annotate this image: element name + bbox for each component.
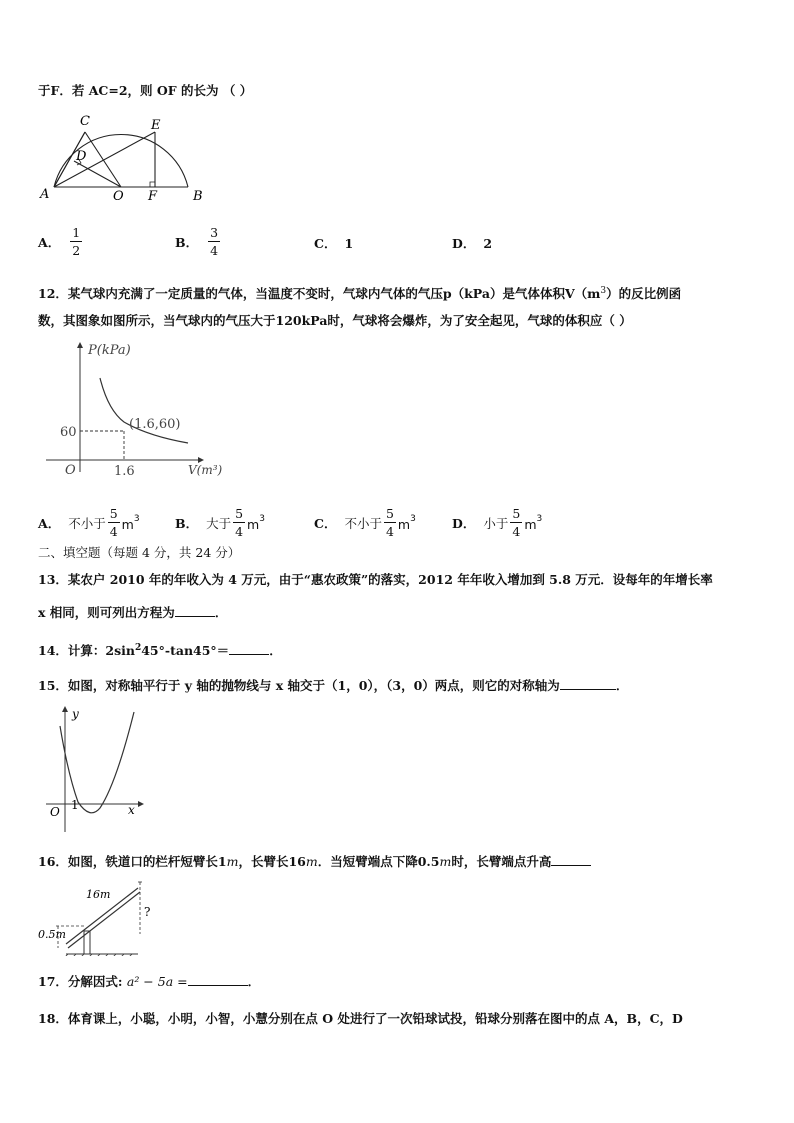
q11-option-d[interactable]: D． 2 [452,235,493,251]
long-arm-label: 16m [86,888,111,901]
q12-option-b[interactable]: B． 大于 $\frac{5}{4}$ $m^3$ [175,506,265,539]
short-drop-label: 0.5m [38,928,66,941]
q15-text: 15．如图，对称轴平行于 y 轴的抛物线与 x 轴交于（1，0），（3，0）两点，则它的对称轴为 ． [38,678,629,693]
fraction: $\frac{5}{4}$ [109,506,118,539]
q12-option-d[interactable]: D． 小于 $\frac{5}{4}$ $m^3$ [452,506,543,539]
label-O: O [113,189,124,204]
x-tick-label: 1.6 [114,464,135,479]
q16-barrier-figure [38,876,168,956]
fraction: $\frac{3}{4}$ [210,225,219,258]
q18-text: 18．体育课上，小聪，小明，小智，小慧分别在点 O 处进行了一次铅球试投，铅球分别落在图中的点 A，B，C，D [38,1011,683,1026]
section-title: 二、填空题（每题 4 分，共 24 分） [38,545,241,560]
fraction: $\frac{5}{4}$ [512,506,521,539]
x-label: x [128,803,135,817]
x-axis-label: V(m³) [188,463,223,477]
q12-line1: 12．某气球内充满了一定质量的气体，当温度不变时，气球内气体的气压p（kPa）是气体体积$V(m^3)$的反比例函 [38,286,682,302]
label-C: C [80,114,90,129]
label-E: E [151,118,161,133]
origin-label: O [50,805,60,819]
q11-option-b[interactable]: B． $\frac{3}{4}$ [175,225,219,258]
y-axis-label: P(kPa) [88,343,131,358]
label-A: A [40,187,50,202]
q11-option-a[interactable]: A． $\frac{1}{2}$ [38,225,81,258]
tick-1: 1 [71,798,79,812]
fraction: $\frac{5}{4}$ [385,506,394,539]
q12-option-c[interactable]: C． 不小于 $\frac{5}{4}$ $m^3$ [314,506,416,539]
q15-parabola-graph [38,704,148,834]
q13-line2: x 相同，则可列出方程为 ． [38,605,228,620]
q11-semicircle-figure [38,112,218,207]
y-label: y [72,707,79,721]
q12-pressure-graph [38,340,258,480]
fraction: $\frac{5}{4}$ [235,506,244,539]
q16-text: 16．如图，铁道口的栏杆短臂长1m，长臂长16m．当短臂端点下降0.5m时，长臂端点升高 [38,853,591,870]
q13-line1: 13．某农户 2010 年的年收入为 4 万元，由于“惠农政策”的落实，2012 年年收入增加到 5.8 万元．设每年的年增长率 [38,572,713,587]
origin-label: O [65,463,76,478]
y-tick-label: 60 [60,425,77,440]
label-F: F [148,189,158,204]
label-B: B [193,189,203,204]
q17-text: 17．分解因式: a² − 5a = ． [38,974,261,989]
q11-tail: 于F．若 AC=2，则 OF 的长为 （ ） [38,83,253,98]
q14-text: 14．计算：$2\sin^245^\circ-\tan 45^\circ=$ ． [38,643,282,659]
q12-option-a[interactable]: A． 不小于 $\frac{5}{4}$ $m^3$ [38,506,140,539]
fraction: $\frac{1}{2}$ [72,225,81,258]
q11-option-c[interactable]: C． 1 [314,235,354,251]
point-label: (1.6,60) [129,417,181,432]
label-D: D [76,149,87,164]
rise-label: ? [144,905,151,919]
q12-line2: 数，其图象如图所示，当气球内的气压大于120kPa时，气球将会爆炸，为了安全起见，气球的体积应（ ） [38,313,632,328]
